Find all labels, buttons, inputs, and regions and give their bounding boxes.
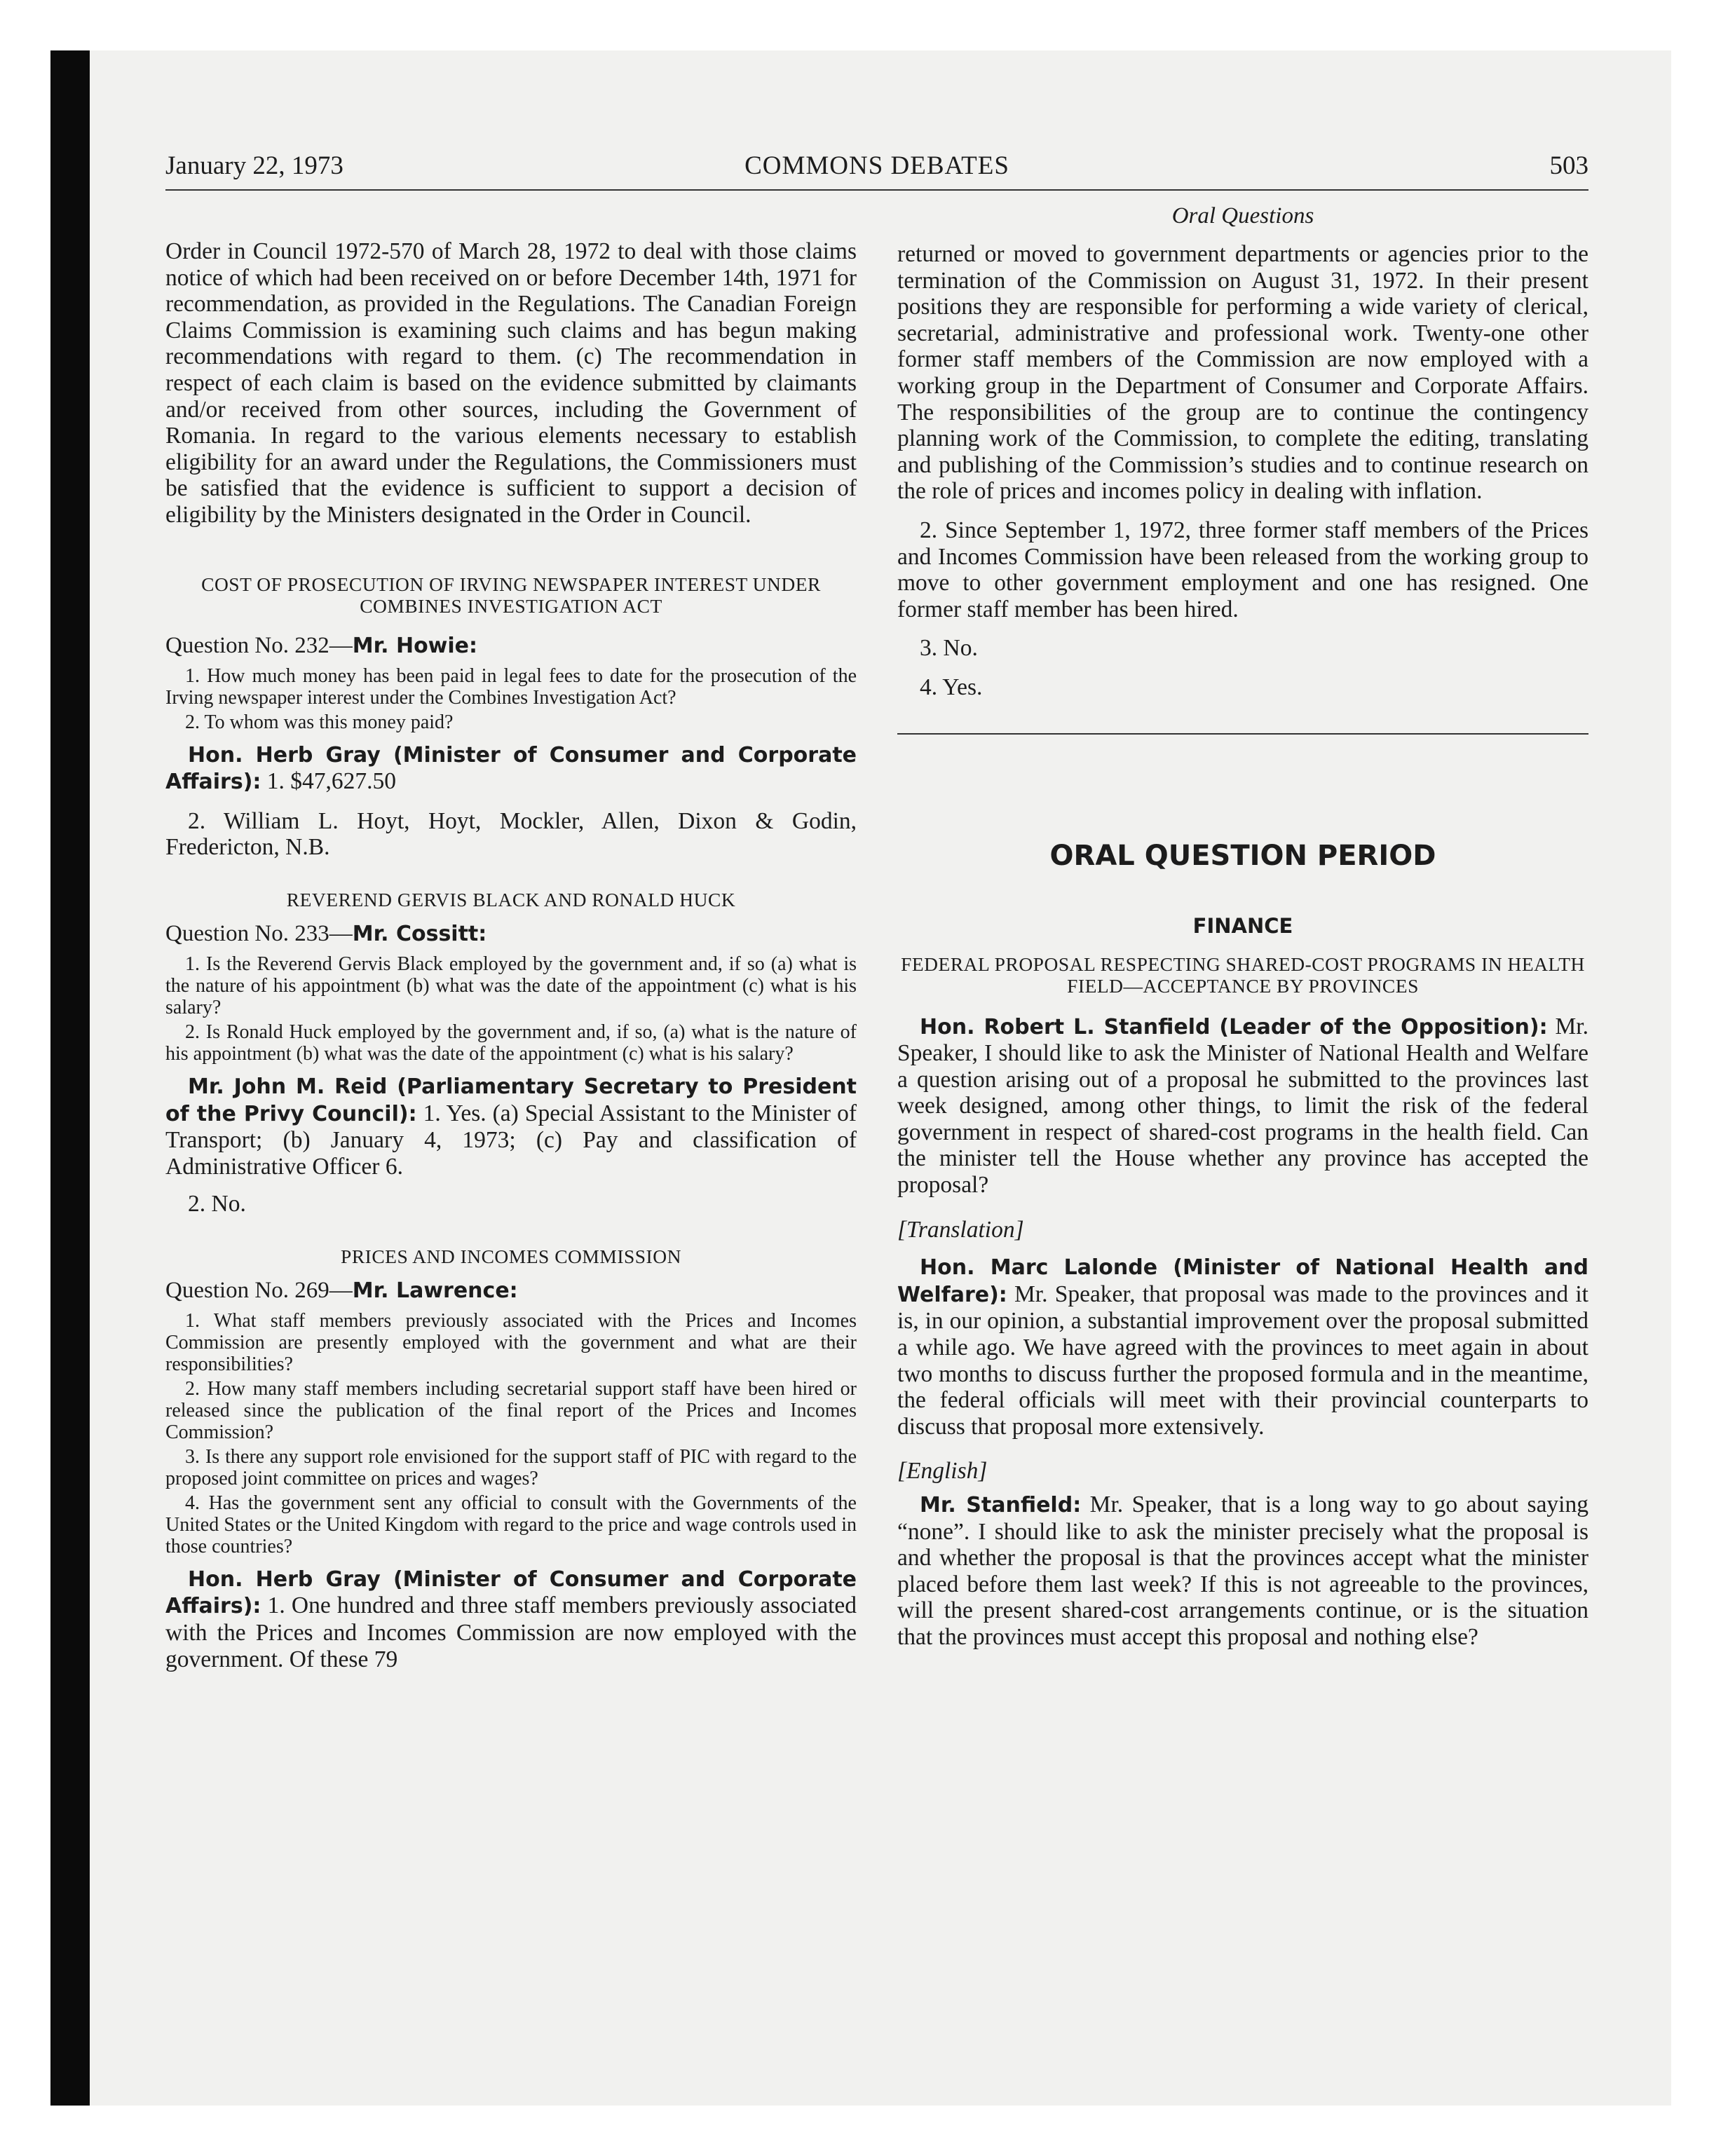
answer-paragraph: 3. No. bbox=[920, 635, 978, 662]
answer-text: 1. $47,627.50 bbox=[261, 768, 397, 795]
answer-text: 1. Yes. (a) Special Assistant to the Minister of Transport; (b) January 4, 1973; (c) Pay and classification of Administrative Officer 6. bbox=[165, 1100, 857, 1180]
answer-continued: returned or moved to government departments or agencies prior to the termination of the Commission on August 31, 1972. In their present positions they are responsible for performing a wide variety of clerical, secretarial, administrative and professional work. Twenty-one other former staff members of the Commission are now employed with a working group in the Department of Consumer and Corporate Affairs. The responsibilities of the group are to continue the contingency planning work of the Commission, to complete the editing, translating and publishing of the Commission’s studies and to continue research on the role of prices and incomes policy in dealing with inflation. bbox=[897, 241, 1588, 505]
questioner-name: Mr. Howie: bbox=[352, 633, 478, 658]
question-number-233 bbox=[165, 920, 857, 948]
speaker-name: Hon. Robert L. Stanfield (Leader of the Opposition): bbox=[920, 1014, 1548, 1039]
speaker-name: Hon. Herb Gray (Minister of Consumer and Corporate Affairs): bbox=[165, 1567, 857, 1619]
question-number-232 bbox=[165, 632, 857, 660]
topic-heading: FEDERAL PROPOSAL RESPECTING SHARED-COST PROGRAMS IN HEALTH FIELD—ACCEPTANCE BY PROVINCES bbox=[901, 953, 1585, 997]
question-item: 2. Is Ronald Huck employed by the government and, if so, (a) what is the nature of his appointment (b) what was the date of the appointment (c) what is his salary? bbox=[165, 1021, 857, 1065]
question-number-269 bbox=[165, 1277, 857, 1304]
speaker-name: Hon. Herb Gray (Minister of Consumer and Corporate Affairs): bbox=[165, 742, 857, 795]
section-heading: ORAL QUESTION PERIOD bbox=[1049, 839, 1436, 872]
answer-paragraph: 2. William L. Hoyt, Hoyt, Mockler, Allen, Dixon & Godin, Fredericton, N.B. bbox=[165, 807, 857, 861]
speech-text: Mr. Speaker, that is a long way to go about saying “none”. I should like to ask the minister precisely what the proposal is and whether the proposal is that the provinces accept what the minister placed before them last week? If this is not agreeable to the provinces, will the present shared-cost arrangements continue, or is the situation that the provinces must accept this proposal and nothing else? bbox=[897, 1492, 1588, 1650]
question-heading-black-huck: REVEREND GERVIS BLACK AND RONALD HUCK bbox=[286, 888, 736, 910]
speech-text: Mr. Speaker, that proposal was made to the provinces and it is, in our opinion, a substantial improvement over the proposal submitted a while ago. We have agreed with the provinces to meet again in about two months to discuss further the proposed formula and in the meantime, the federal officials will meet with their provincial counterparts to discuss that proposal more extensively. bbox=[897, 1281, 1588, 1440]
left-column bbox=[165, 238, 857, 1672]
question-item: 2. To whom was this money paid? bbox=[185, 711, 454, 733]
answer-269 bbox=[165, 1566, 857, 1672]
questioner-name: Mr. Lawrence: bbox=[352, 1278, 518, 1303]
question-heading-irving: COST OF PROSECUTION OF IRVING NEWSPAPER INTEREST UNDER COMBINES INVESTIGATION ACT bbox=[201, 573, 821, 617]
running-head: Oral Questions bbox=[1171, 203, 1314, 228]
section-divider bbox=[897, 733, 1588, 735]
question-item: 2. How many staff members including secretarial support staff have been hired or released since the publication of the final report of the Prices and Incomes Commission? bbox=[165, 1377, 857, 1443]
translation-tag: [Translation] bbox=[897, 1216, 1024, 1243]
binding-edge bbox=[50, 50, 90, 2106]
question-item: 1. Is the Reverend Gervis Black employed by the government and, if so (a) what is the nature of his appointment (b) what was the date of the appointment (c) what is his salary? bbox=[165, 953, 857, 1018]
speech-lalonde bbox=[897, 1254, 1588, 1440]
speech-stanfield-2 bbox=[897, 1492, 1588, 1651]
right-column bbox=[897, 241, 1588, 1651]
question-item: 3. Is there any support role envisioned for the support staff of PIC with regard to the proposed joint committee on prices and wages? bbox=[165, 1445, 857, 1489]
question-number-label: Question No. 232— bbox=[165, 632, 353, 658]
answer-paragraph: 2. Since September 1, 1972, three former staff members of the Prices and Incomes Commission have been released from the working group to move to other government employment and one has resigned. One former staff member has been hired. bbox=[897, 517, 1588, 622]
subsection-heading: FINANCE bbox=[1192, 913, 1293, 938]
answer-paragraph: 4. Yes. bbox=[920, 674, 983, 700]
header-title: COMMONS DEBATES bbox=[744, 151, 1009, 180]
continued-answer: Order in Council 1972-570 of March 28, 1972 to deal with those claims notice of which had been received on or before December 14th, 1971 for recommendation, as provided in the Regulations. The Canadian Foreign Claims Commission is examining such claims and has begun making recommendations with regard to them. (c) The recommendation in respect of each claim is based on the evidence submitted by claimants and/or received from other sources, including the Government of Romania. In regard to the various elements necessary to establish eligibility for an award under the Regulations, the Commissioners must be satisfied that the evidence is sufficient to support a decision of eligibility by the Ministers designated in the Order in Council. bbox=[165, 238, 857, 528]
question-item: 1. How much money has been paid in legal fees to date for the prosecution of the Irving newspaper interest under the Combines Investigation Act? bbox=[165, 664, 857, 709]
question-number-label: Question No. 269— bbox=[165, 1277, 353, 1303]
page-header bbox=[165, 150, 1588, 191]
answer-paragraph: 2. No. bbox=[188, 1191, 246, 1217]
page-number: 503 bbox=[1549, 151, 1588, 180]
answer-232 bbox=[165, 742, 857, 796]
speech-stanfield bbox=[897, 1014, 1588, 1199]
header-date: January 22, 1973 bbox=[165, 151, 343, 180]
question-item: 4. Has the government sent any official to consult with the Governments of the United States or the United Kingdom with regard to the price and wage controls used in those countries? bbox=[165, 1492, 857, 1557]
english-tag: [English] bbox=[897, 1458, 988, 1485]
question-item: 1. What staff members previously associated with the Prices and Incomes Commission are presently employed with the government and what are their responsibilities? bbox=[165, 1309, 857, 1375]
question-heading-pic: PRICES AND INCOMES COMMISSION bbox=[341, 1245, 681, 1267]
speaker-name: Hon. Marc Lalonde (Minister of National Health and Welfare): bbox=[897, 1255, 1588, 1307]
questioner-name: Mr. Cossitt: bbox=[352, 921, 487, 946]
answer-233 bbox=[165, 1073, 857, 1180]
speech-text: Mr. Speaker, I should like to ask the Minister of National Health and Welfare a question arising out of a proposal he submitted to the provinces last week designed, among other things, to limit the risk of the federal government in respect of shared-cost programs in the health field. Can the minister tell the House whether any province has accepted the proposal? bbox=[897, 1013, 1588, 1199]
question-number-label: Question No. 233— bbox=[165, 920, 353, 946]
speaker-name: Mr. John M. Reid (Parliamentary Secretary to President of the Privy Council): bbox=[165, 1074, 857, 1126]
speaker-name: Mr. Stanfield: bbox=[920, 1493, 1082, 1517]
answer-text: 1. One hundred and three staff members previously associated with the Prices and Incomes Commission are now employed with the government. Of these 79 bbox=[165, 1592, 857, 1672]
